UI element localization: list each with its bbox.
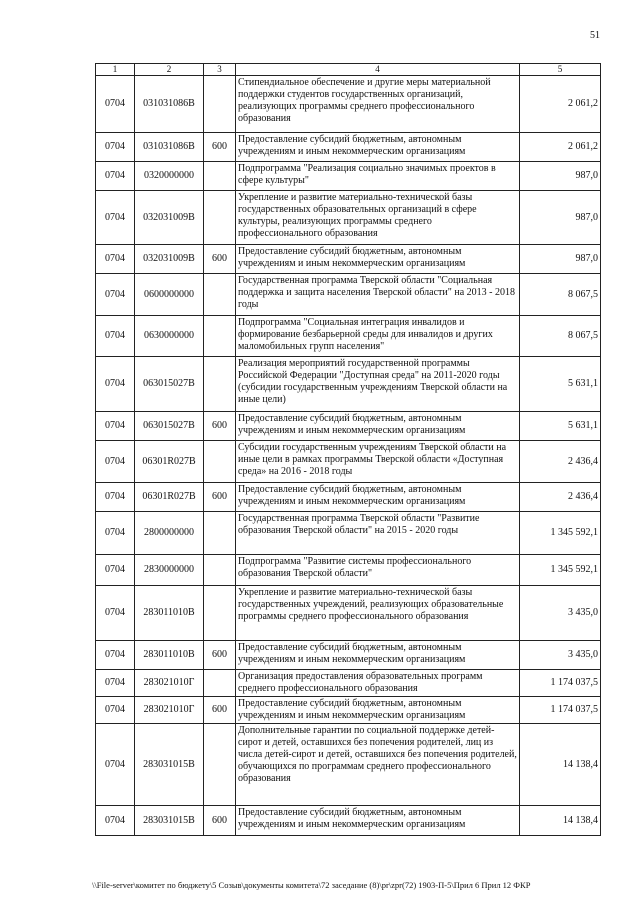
table-row <box>96 586 601 641</box>
code-cell: 2800000000 <box>135 512 204 555</box>
type-cell <box>204 586 236 641</box>
name-cell: Стипендиальное обеспечение и другие меры материальной поддержки студентов государственных организаций, реализующих программы среднего профессионального образования <box>236 76 520 133</box>
table-row <box>96 316 601 357</box>
sum-cell: 987,0 <box>520 245 601 274</box>
sum-cell: 1 174 037,5 <box>520 670 601 697</box>
column-header-sum: 5 <box>520 64 601 76</box>
code-cell: 031031086В <box>135 76 204 133</box>
name-cell: Предоставление субсидий бюджетным, автономным учреждениям и иным некоммерческим организациям <box>236 483 520 512</box>
section-cell: 0704 <box>96 412 135 441</box>
section-cell: 0704 <box>96 357 135 412</box>
section-cell: 0704 <box>96 191 135 245</box>
code-cell: 283011010В <box>135 586 204 641</box>
code-cell: 283021010Г <box>135 697 204 724</box>
sum-cell: 14 138,4 <box>520 724 601 806</box>
type-cell <box>204 441 236 483</box>
name-cell: Государственная программа Тверской области "Развитие образования Тверской области" на 2015 - 2020 годы <box>236 512 520 555</box>
name-cell: Подпрограмма "Социальная интеграция инвалидов и формирование безбарьерной среды для инвалидов и других маломобильных групп населения" <box>236 316 520 357</box>
code-cell: 031031086В <box>135 133 204 162</box>
name-cell: Предоставление субсидий бюджетным, автономным учреждениям и иным некоммерческим организациям <box>236 697 520 724</box>
name-cell: Организация предоставления образовательных программ среднего профессионального образования <box>236 670 520 697</box>
type-cell: 600 <box>204 697 236 724</box>
code-cell: 032031009В <box>135 191 204 245</box>
section-cell: 0704 <box>96 512 135 555</box>
column-header-type: 3 <box>204 64 236 76</box>
section-cell: 0704 <box>96 483 135 512</box>
budget-table <box>95 63 601 836</box>
table-row <box>96 806 601 836</box>
code-cell: 0320000000 <box>135 162 204 191</box>
code-cell: 063015027В <box>135 357 204 412</box>
name-cell: Предоставление субсидий бюджетным, автономным учреждениям и иным некоммерческим организациям <box>236 806 520 836</box>
type-cell: 600 <box>204 483 236 512</box>
section-cell: 0704 <box>96 586 135 641</box>
name-cell: Реализация мероприятий государственной программы Российской Федерации "Доступная среда" на 2011-2020 годы (субсидии государственным учреждениям Тверской области на иные цели) <box>236 357 520 412</box>
name-cell: Предоставление субсидий бюджетным, автономным учреждениям и иным некоммерческим организациям <box>236 412 520 441</box>
column-header-code: 2 <box>135 64 204 76</box>
table-row <box>96 555 601 586</box>
code-cell: 06301R027В <box>135 441 204 483</box>
section-cell: 0704 <box>96 697 135 724</box>
section-cell: 0704 <box>96 274 135 316</box>
sum-cell: 3 435,0 <box>520 586 601 641</box>
sum-cell: 8 067,5 <box>520 274 601 316</box>
sum-cell: 2 061,2 <box>520 76 601 133</box>
code-cell: 0600000000 <box>135 274 204 316</box>
file-path-footer: \\File-server\комитет по бюджету\5 Созыв\документы комитета\72 заседание (8)\pr\zpr(72) 1903-П-5\Прил 6 Прил 12 ФКР <box>92 880 531 890</box>
section-cell: 0704 <box>96 806 135 836</box>
name-cell: Субсидии государственным учреждениям Тверской области на иные цели в рамках программы Тверской области «Доступная среда» на 2016 - 2018 годы <box>236 441 520 483</box>
section-cell: 0704 <box>96 76 135 133</box>
sum-cell: 1 345 592,1 <box>520 555 601 586</box>
sum-cell: 14 138,4 <box>520 806 601 836</box>
type-cell <box>204 670 236 697</box>
name-cell: Предоставление субсидий бюджетным, автономным учреждениям и иным некоммерческим организациям <box>236 133 520 162</box>
section-cell: 0704 <box>96 316 135 357</box>
code-cell: 06301R027В <box>135 483 204 512</box>
code-cell: 283011010В <box>135 641 204 670</box>
code-cell: 283031015В <box>135 724 204 806</box>
sum-cell: 5 631,1 <box>520 412 601 441</box>
sum-cell: 987,0 <box>520 162 601 191</box>
code-cell: 0630000000 <box>135 316 204 357</box>
type-cell <box>204 512 236 555</box>
type-cell <box>204 316 236 357</box>
code-cell: 063015027В <box>135 412 204 441</box>
name-cell: Предоставление субсидий бюджетным, автономным учреждениям и иным некоммерческим организациям <box>236 641 520 670</box>
section-cell: 0704 <box>96 133 135 162</box>
sum-cell: 5 631,1 <box>520 357 601 412</box>
table-row <box>96 245 601 274</box>
name-cell: Государственная программа Тверской области "Социальная поддержка и защита населения Тверской области" на 2013 - 2018 годы <box>236 274 520 316</box>
type-cell: 600 <box>204 806 236 836</box>
type-cell: 600 <box>204 412 236 441</box>
table-row <box>96 76 601 133</box>
section-cell: 0704 <box>96 162 135 191</box>
sum-cell: 2 061,2 <box>520 133 601 162</box>
table-row <box>96 357 601 412</box>
table-row <box>96 697 601 724</box>
name-cell: Укрепление и развитие материально-технической базы государственных учреждений, реализующих образовательные программы среднего профессионального образования <box>236 586 520 641</box>
code-cell: 283031015В <box>135 806 204 836</box>
type-cell: 600 <box>204 641 236 670</box>
table-row <box>96 724 601 806</box>
type-cell <box>204 76 236 133</box>
sum-cell: 1 345 592,1 <box>520 512 601 555</box>
table-row <box>96 483 601 512</box>
code-cell: 032031009В <box>135 245 204 274</box>
page-number: 51 <box>590 30 600 41</box>
table-header-row <box>96 64 601 76</box>
type-cell <box>204 724 236 806</box>
table-row <box>96 162 601 191</box>
code-cell: 2830000000 <box>135 555 204 586</box>
sum-cell: 2 436,4 <box>520 483 601 512</box>
table-row <box>96 512 601 555</box>
sum-cell: 987,0 <box>520 191 601 245</box>
table-row <box>96 441 601 483</box>
type-cell <box>204 555 236 586</box>
name-cell: Подпрограмма "Развитие системы профессионального образования Тверской области" <box>236 555 520 586</box>
table-row <box>96 670 601 697</box>
section-cell: 0704 <box>96 670 135 697</box>
section-cell: 0704 <box>96 245 135 274</box>
sum-cell: 1 174 037,5 <box>520 697 601 724</box>
table-row <box>96 412 601 441</box>
name-cell: Дополнительные гарантии по социальной поддержке детей-сирот и детей, оставшихся без попечения родителей, лиц из числа детей-сирот и детей, оставшихся без попечения родителей, обучающихся по программам среднего профессионального образования <box>236 724 520 806</box>
type-cell <box>204 274 236 316</box>
sum-cell: 8 067,5 <box>520 316 601 357</box>
section-cell: 0704 <box>96 724 135 806</box>
type-cell: 600 <box>204 133 236 162</box>
section-cell: 0704 <box>96 555 135 586</box>
type-cell <box>204 162 236 191</box>
code-cell: 283021010Г <box>135 670 204 697</box>
type-cell <box>204 191 236 245</box>
sum-cell: 2 436,4 <box>520 441 601 483</box>
sum-cell: 3 435,0 <box>520 641 601 670</box>
section-cell: 0704 <box>96 441 135 483</box>
section-cell: 0704 <box>96 641 135 670</box>
table-row <box>96 274 601 316</box>
column-header-name: 4 <box>236 64 520 76</box>
table-row <box>96 133 601 162</box>
type-cell <box>204 357 236 412</box>
name-cell: Предоставление субсидий бюджетным, автономным учреждениям и иным некоммерческим организациям <box>236 245 520 274</box>
table-row <box>96 641 601 670</box>
column-header-section: 1 <box>96 64 135 76</box>
name-cell: Укрепление и развитие материально-технической базы государственных образовательных организаций в сфере культуры, реализующих программы среднего профессионального образования <box>236 191 520 245</box>
table-row <box>96 191 601 245</box>
name-cell: Подпрограмма "Реализация социально значимых проектов в сфере культуры" <box>236 162 520 191</box>
type-cell: 600 <box>204 245 236 274</box>
